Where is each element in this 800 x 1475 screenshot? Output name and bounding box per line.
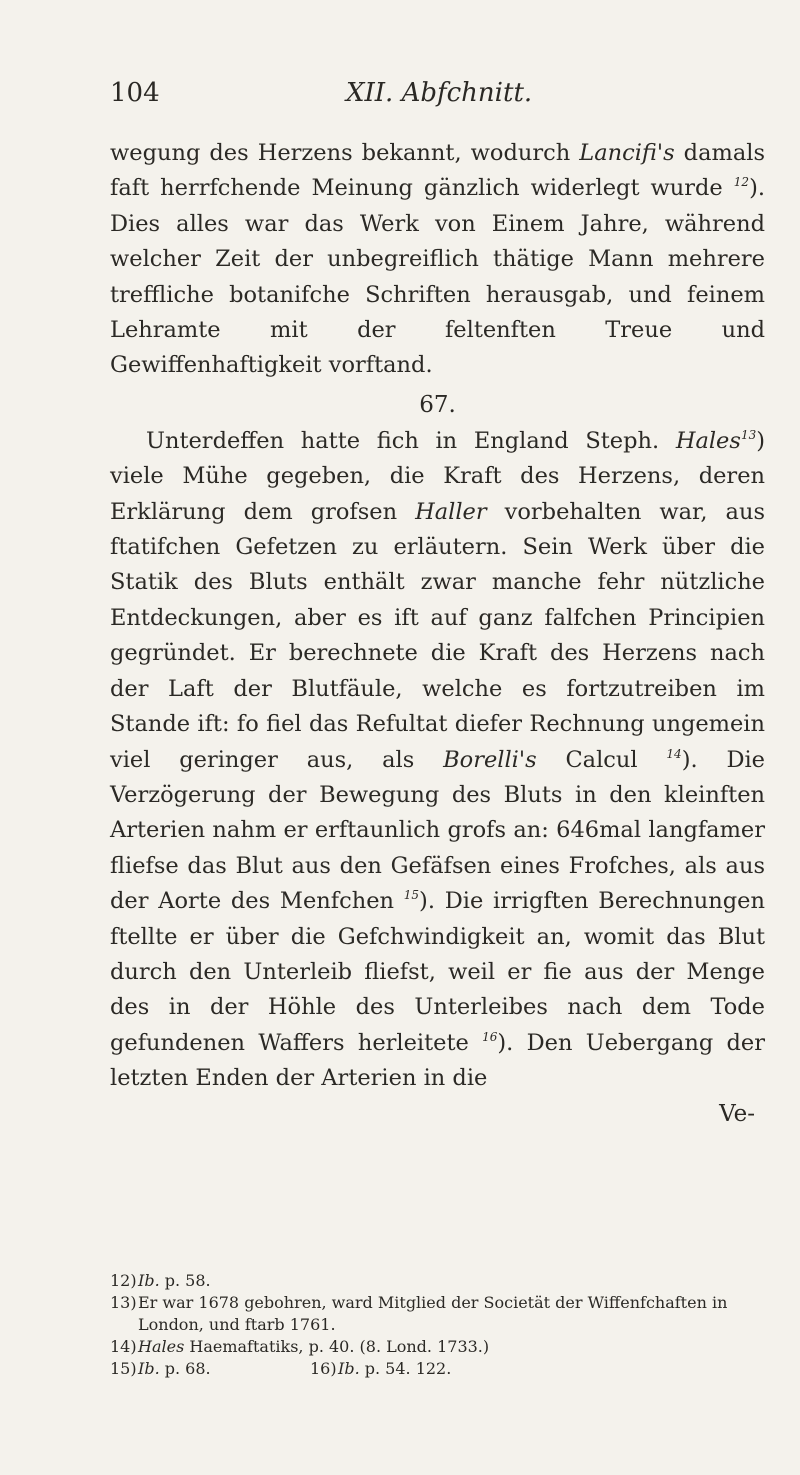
- name-lancisi: Lancifi's: [579, 140, 675, 166]
- page-number: 104: [110, 78, 160, 108]
- footnote-mark: 14): [110, 1337, 137, 1356]
- text-run: ). Dies alles war das Werk von Einem Jahre, während welcher Zeit der unbegreiflich thätige Mann mehrere treffliche botanifche Schriften herausgab, und feinem Lehramte mit der feltenften Treue und Gewiffenhaftigkeit vorftand.: [110, 175, 765, 379]
- footnote-text: p. 58.: [159, 1271, 211, 1290]
- text-run: ). Die irrigften Berechnungen ftellte er über die Gefchwindigkeit an, womit das Blut durch den Unterleib fliefst, weil er fie aus der Menge des in der Höhle des Unterleibes nach dem Tode gefundenen Waffers herleitete: [110, 888, 765, 1056]
- footnote-text: p. 54. 122.: [359, 1359, 452, 1378]
- text-run: wegung des Herzens bekannt, wodurch: [110, 140, 580, 166]
- footnote-mark: 15): [110, 1359, 137, 1378]
- footnote-mark: 13): [110, 1293, 137, 1312]
- footnote-ref-14[interactable]: 14: [666, 746, 682, 761]
- footnote-13: [110, 1292, 765, 1336]
- name-borelli: Borelli's: [443, 746, 537, 773]
- text-run: Calcul: [536, 746, 667, 773]
- footnote-mark: 16): [310, 1359, 337, 1378]
- catchword: Ve-: [719, 1100, 755, 1127]
- paragraph-continuation: [110, 136, 765, 384]
- text-run: damals faft herrfchende Meinung gänzlich widerlegt wurde: [110, 140, 765, 202]
- name-hales: Hales: [675, 427, 741, 454]
- footnotes: [110, 1270, 765, 1380]
- text-run: vorbehalten war, aus ftatifchen Gefetzen zu erläutern. Sein Werk über die Statik des Bluts enthält zwar manche fehr nützliche Entdeckungen, aber es ift auf ganz falfchen Principien gegründet. Er berechnete die Kraft des Herzens nach der Laft der Blutfäule, welche es fortzutreiben im Stande ift: fo fiel das Refultat diefer Rechnung ungemein viel geringer aus, als: [110, 498, 765, 773]
- section-number: 67.: [419, 391, 456, 418]
- footnote-12: [110, 1270, 765, 1292]
- text-run: ). Den Uebergang der letzten Enden der Arterien in die: [110, 1029, 765, 1092]
- name-hales: Hales: [138, 1337, 185, 1356]
- text-run: ). Die Verzögerung der Bewegung des Bluts in den kleinften Arterien nahm er erftaunlich grofs an: 646mal langfamer fliefse das Blut aus den Gefäfsen eines Frofches, als aus der Aorte des Menfchen: [110, 746, 765, 915]
- name-haller: Haller: [415, 498, 487, 525]
- footnote-mark: 12): [110, 1271, 137, 1290]
- footnote-16: [310, 1358, 510, 1380]
- ibid: Ib.: [138, 1359, 160, 1378]
- running-header: [110, 78, 750, 118]
- footnote-text: p. 68.: [159, 1359, 211, 1378]
- footnote-row: [110, 1358, 765, 1380]
- footnote-ref-15[interactable]: 15: [403, 888, 420, 903]
- text-run: ) viele Mühe gegeben, die Kraft des Herzens, deren Erklärung dem grofsen: [110, 427, 765, 525]
- footnote-text: Er war 1678 gebohren, ward Mitglied der Societät der Wiffenfchaften in London, und ftarb 1761.: [138, 1293, 728, 1334]
- paragraph-67: [110, 424, 765, 1097]
- footnote-text: Haemaftatiks, p. 40. (8. Lond. 1733.): [184, 1337, 490, 1356]
- footnote-ref-16[interactable]: 16: [482, 1029, 498, 1044]
- footnote-15: [110, 1358, 310, 1380]
- footnote-ref-13[interactable]: 13: [740, 427, 757, 442]
- main-text: [110, 136, 765, 1131]
- ibid: Ib.: [338, 1359, 360, 1378]
- ibid: Ib.: [138, 1271, 160, 1290]
- text-run: Unterdeffen hatte fich in England Steph.: [146, 427, 676, 454]
- footnote-14: [110, 1336, 765, 1358]
- footnote-ref-12[interactable]: 12: [733, 175, 750, 190]
- running-title: XII. Abfchnitt.: [346, 78, 533, 108]
